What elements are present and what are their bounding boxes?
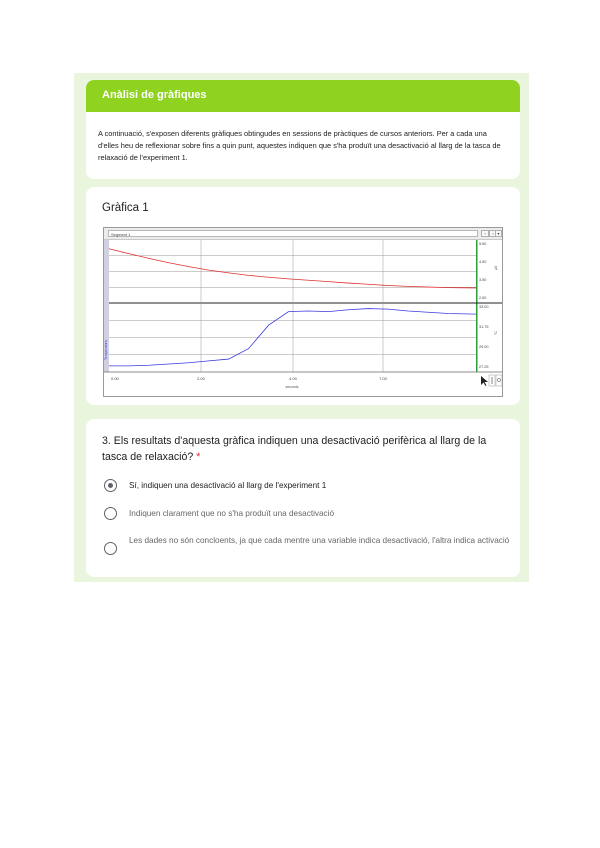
y-tick-label: 5.50 (479, 242, 487, 246)
x-tick-label: 4.00 (289, 376, 297, 381)
question-title (102, 433, 512, 465)
series-line-upper (109, 249, 476, 288)
zoom-tool-icon[interactable] (496, 375, 502, 386)
question-text: 3. Els resultats d'aquesta gràfica indiquen una desactivació perifèrica al llarg de la tasca de relaxació? (102, 435, 487, 463)
y-tick-label: 27.25 (479, 365, 489, 369)
section-description: A continuació, s'exposen diferents gràfiques obtingudes en sessions de pràctiques de cursos anteriors. Per a cada una d'elles heu de reflexionar sobre fins a quin punt, aquestes indiquen que s'ha produït una desactivació al llarg de la tasca de relaxació de l'experiment 1. (98, 129, 501, 162)
radio-selected-icon[interactable] (104, 479, 117, 492)
x-tick-label: 7.00 (379, 376, 387, 381)
segment-menu-button[interactable]: ▾ (495, 230, 502, 237)
series-line-lower (109, 309, 476, 366)
x-axis-label: seconds (285, 385, 299, 389)
y-tick-label: 4.50 (479, 260, 487, 264)
option-label: Indiquen clarament que no s'ha produït una desactivació (129, 509, 335, 518)
upper-axis-label: µS (494, 265, 498, 270)
required-asterisk: * (196, 451, 201, 463)
option-label: Les dades no són concloents, ja que cada mentre una variable indica desactivació, l'altra indica activació (129, 536, 510, 545)
option-label: Sí, indiquen una desactivació al llarg de l'experiment 1 (129, 481, 327, 490)
y-tick-label: 31.75 (479, 325, 489, 329)
y-tick-label: 2.50 (479, 296, 487, 300)
y-tick-label: 3.50 (479, 278, 487, 282)
series-group (109, 249, 476, 366)
lower-axis-label: °C (494, 331, 498, 335)
cursor-tool-icon[interactable] (481, 376, 488, 386)
chart-toolbar (104, 228, 502, 240)
y-tick-label: 33.00 (479, 305, 489, 309)
y-tick-label: 29.00 (479, 345, 489, 349)
chart-card-title: Gràfica 1 (102, 202, 149, 214)
prev-segment-button[interactable]: ‹ (481, 230, 489, 237)
x-tick-label: 0.00 (111, 376, 119, 381)
grid-lines (109, 240, 476, 372)
right-axis-line (476, 240, 478, 372)
next-segment-button[interactable]: › (489, 230, 497, 237)
chart-frame (103, 227, 503, 397)
section-title: Anàlisi de gràfiques (86, 80, 520, 112)
radio-icon[interactable] (104, 542, 117, 555)
x-tick-label: 2.00 (197, 376, 205, 381)
question-card (86, 419, 520, 577)
lower-channel-side-label: Temperatura (104, 340, 108, 360)
segment-select[interactable]: Segment 1 (108, 230, 478, 237)
radio-icon[interactable] (104, 507, 117, 520)
chart-card (86, 187, 520, 405)
chart (104, 240, 502, 396)
section-header-card (86, 80, 520, 179)
